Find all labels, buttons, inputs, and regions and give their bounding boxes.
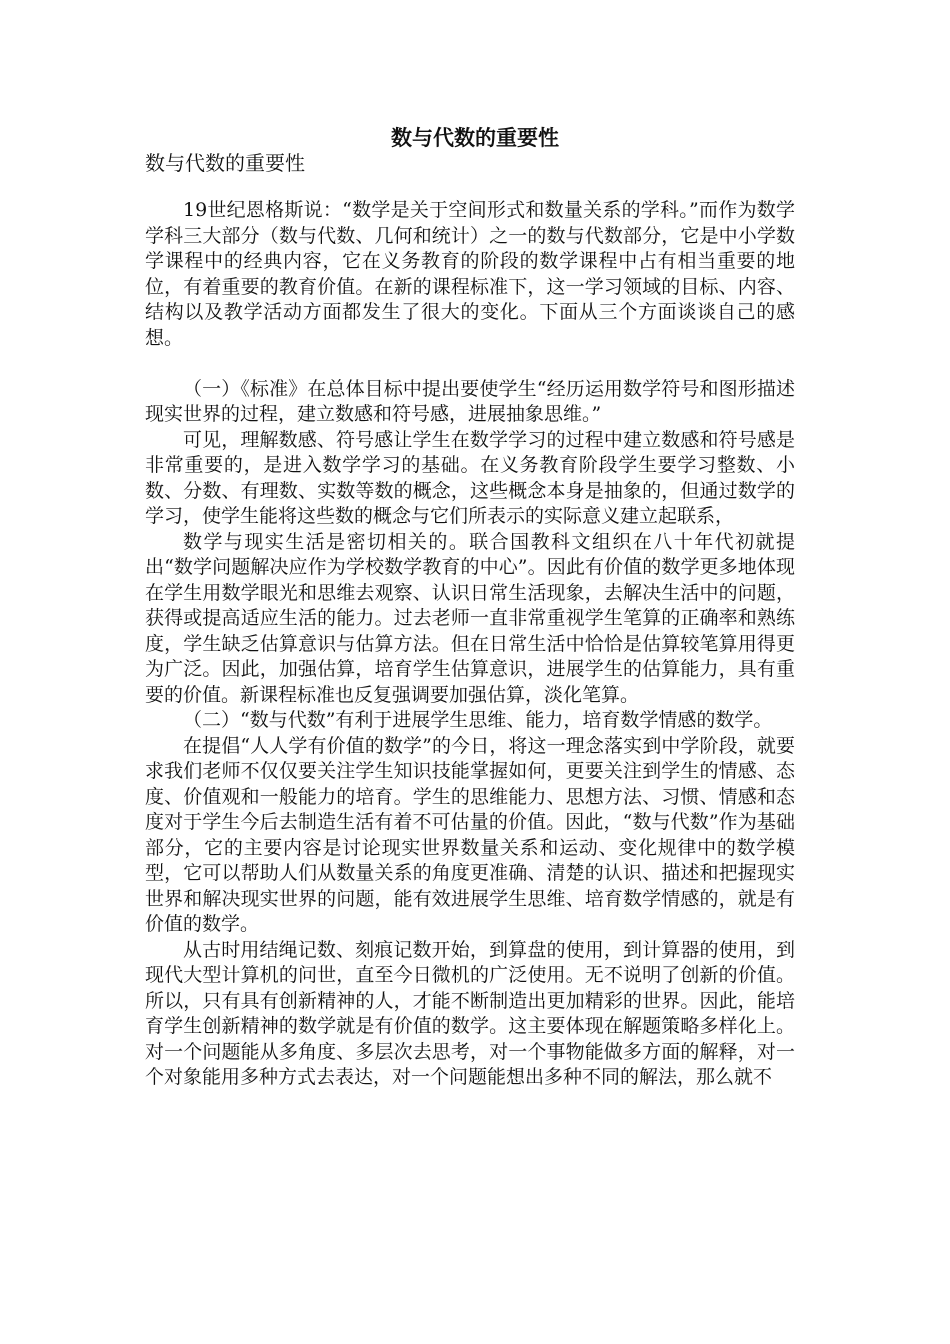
paragraph-intro: 19世纪恩格斯说：“数学是关于空间形式和数量关系的学科。”而作为数学学科三大部分（数与代数、几何和统计）之一的数与代数部分，它是中小学数学课程中的经典内容，它在义务教育的阶段的数学课程中占有相当重要的地位，有着重要的教育价值。在新的课程标准下，这一学习领域的目标、内容、结构以及教学活动方面都发生了很大的变化。下面从三个方面谈谈自己的感想。 [145,199,795,349]
paragraph-section-one: （一）《标准》在总体目标中提出要使学生“经历运用数学符号和图形描述现实世界的过程，建立数感和符号感，进展抽象思维。” [145,377,795,425]
document-title: 数与代数的重要性 [391,125,559,150]
document-subtitle: 数与代数的重要性 [145,151,305,175]
document-body [145,198,795,1091]
paragraph-innovation: 从古时用结绳记数、刻痕记数开始，到算盘的使用，到计算器的使用，到现代大型计算机的问世，直至今日微机的广泛使用。无不说明了创新的价值。所以，只有具有创新精神的人，才能不断制造出更加精彩的世界。因此，能培育学生创新精神的数学就是有价值的数学。这主要体现在解题策略多样化上。对一个问题能从多角度、多层次去思考，对一个事物能做多方面的解释，对一个对象能用多种方式去表达，对一个问题能想出多种不同的解法，那么就不 [145,938,795,1088]
paragraph-spacer [145,351,795,377]
paragraph-valuable-math: 在提倡“人人学有价值的数学”的今日，将这一理念落实到中学阶段，就要求我们老师不仅仅要关注学生知识技能掌握如何，更要关注到学生的情感、态度、价值观和一般能力的培育。学生的思维能力、思想方法、习惯、情感和态度对于学生今后去制造生活有着不可估量的价值。因此，“数与代数”作为基础部分，它的主要内容是讨论现实世界数量关系和运动、变化规律中的数学模型，它可以帮助人们从数量关系的角度更准确、清楚的认识、描述和把握现实世界和解决现实世界的问题，能有效进展学生思维、培育数学情感的，就是有价值的数学。 [145,734,795,935]
paragraph-number-sense: 可见，理解数感、符号感让学生在数学学习的过程中建立数感和符号感是非常重要的，是进入数学学习的基础。在义务教育阶段学生要学习整数、小数、分数、有理数、实数等数的概念，这些概念本身是抽象的，但通过数学的学习，使学生能将这些数的概念与它们所表示的实际意义建立起联系， [145,428,795,527]
paragraph-section-two: （二）“数与代数”有利于进展学生思维、能力，培育数学情感的数学。 [183,709,773,731]
paragraph-real-life: 数学与现实生活是密切相关的。联合国教科文组织在八十年代初就提出“数学问题解决应作为学校数学教育的中心”。因此有价值的数学更多地体现在学生用数学眼光和思维去观察、认识日常生活现象，去解决生活中的问题，获得或提高适应生活的能力。过去老师一直非常重视学生笔算的正确率和熟练度，学生缺乏估算意识与估算方法。但在日常生活中恰恰是估算较笔算用得更为广泛。因此，加强估算，培育学生估算意识，进展学生的估算能力，具有重要的价值。新课程标准也反复强调要加强估算，淡化笔算。 [145,530,795,706]
